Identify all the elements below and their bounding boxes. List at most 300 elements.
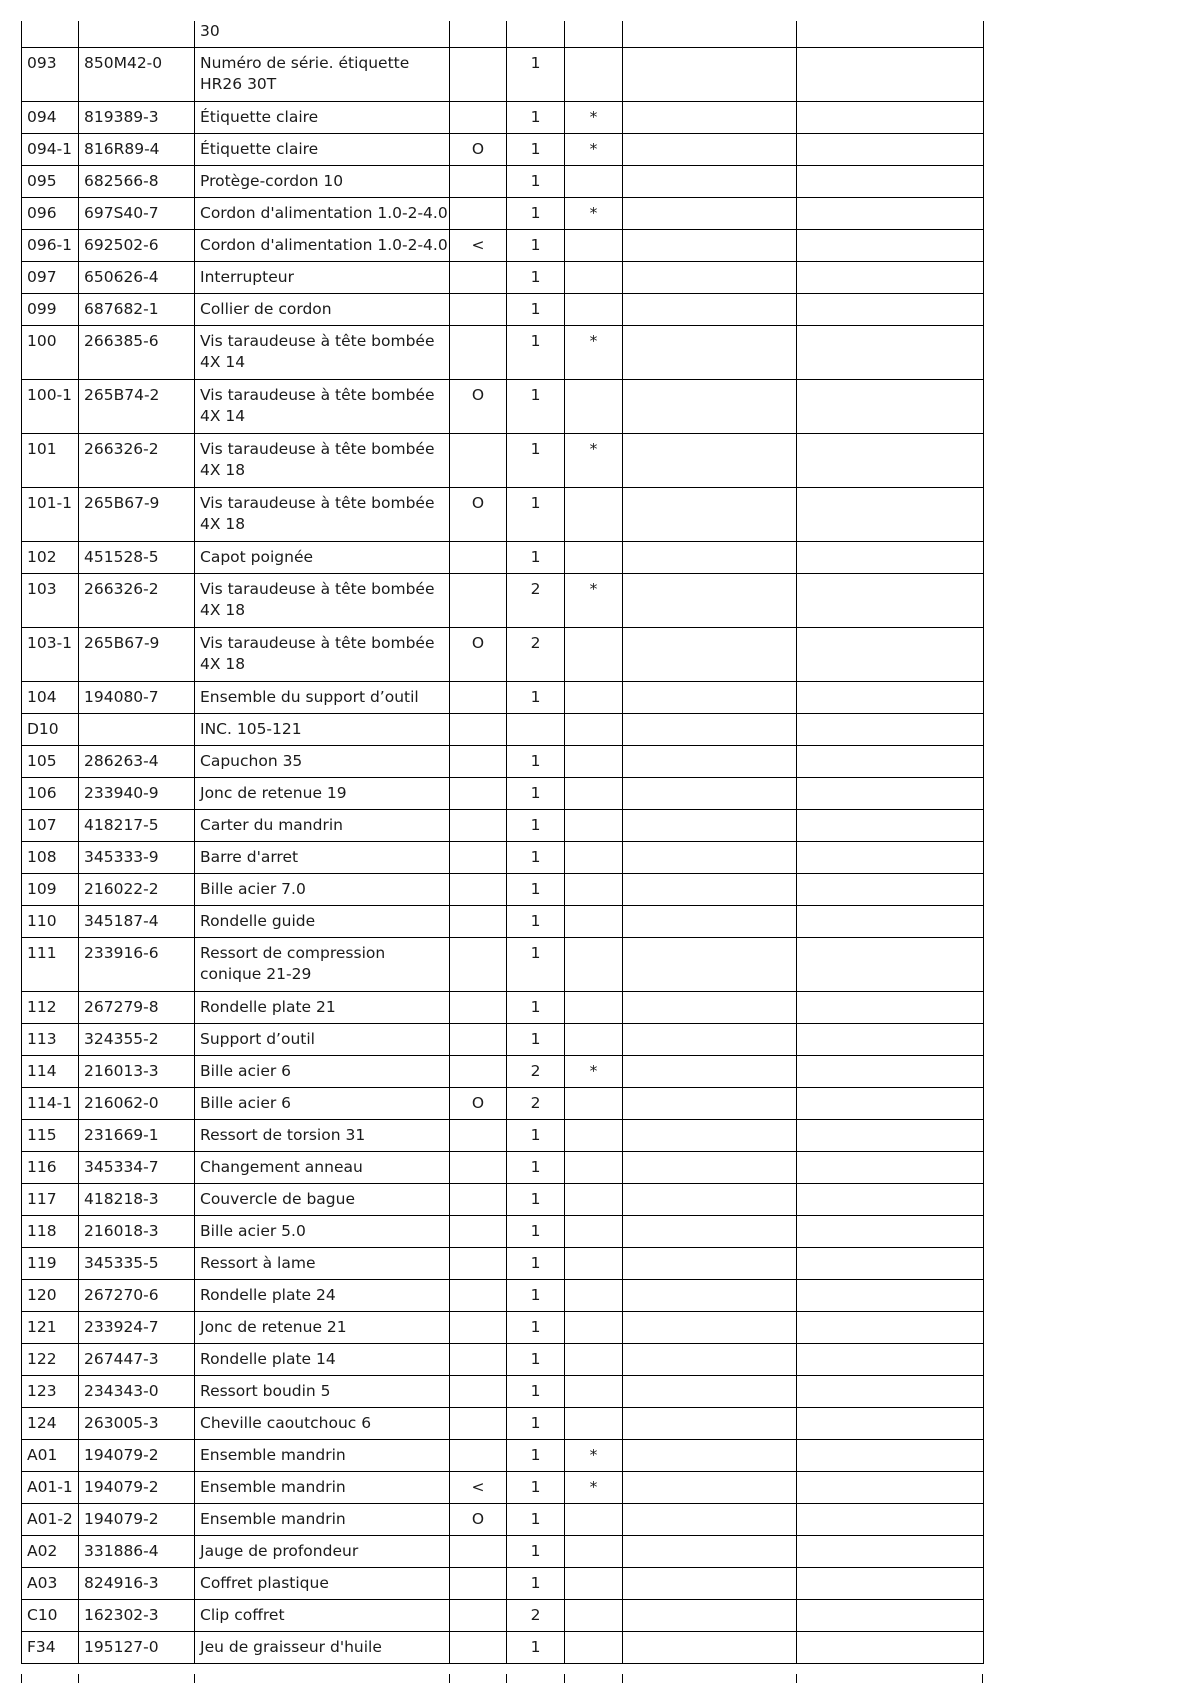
cell-extra-2 (797, 627, 984, 681)
cell-qty-text: 1 (530, 493, 541, 512)
cell-desc (195, 745, 450, 777)
cell-part-text: 324355-2 (84, 1029, 159, 1048)
cell-qty (507, 1343, 565, 1375)
cell-qty-text: 2 (530, 633, 541, 652)
cell-desc-text: Ensemble mandrin (200, 1477, 346, 1496)
cell-ref (22, 1279, 79, 1311)
cell-flag-text: * (589, 139, 598, 158)
cell-flag-text: * (589, 439, 598, 458)
cell-part (79, 325, 195, 379)
cell-qty-text: 1 (530, 547, 541, 566)
cell-extra-1 (623, 937, 797, 991)
cell-part-text: 266326-2 (84, 579, 159, 598)
cell-ref-text: 118 (27, 1221, 57, 1240)
cell-desc-text: Jeu de graisseur d'huile (200, 1637, 382, 1656)
cell-ref (22, 47, 79, 101)
table-row (22, 293, 984, 325)
cell-flag-text (565, 778, 622, 783)
cell-note (450, 713, 507, 745)
cell-desc (195, 841, 450, 873)
cell-qty-text: 1 (530, 299, 541, 318)
cell-desc-text: Étiquette claire (200, 139, 319, 158)
cell-qty-text: 1 (530, 1125, 541, 1144)
cell-note-text (450, 574, 506, 579)
cell-ref-text: 124 (27, 1413, 57, 1432)
cell-flag-text (565, 1216, 622, 1221)
cell-part-text: 418218-3 (84, 1189, 159, 1208)
cell-flag-text (565, 1504, 622, 1509)
cell-flag-text (565, 1408, 622, 1413)
cell-flag-text: * (589, 331, 598, 350)
cell-part-text: 345333-9 (84, 847, 159, 866)
table-row (22, 165, 984, 197)
cell-flag-text (565, 1120, 622, 1125)
cell-part (79, 841, 195, 873)
cell-qty (507, 101, 565, 133)
cell-extra-2 (797, 325, 984, 379)
cell-desc (195, 1023, 450, 1055)
cell-desc (195, 1279, 450, 1311)
cell-extra-1 (623, 1471, 797, 1503)
table-row (22, 681, 984, 713)
cell-ref (22, 21, 79, 47)
cell-flag (565, 1343, 623, 1375)
cell-part (79, 1247, 195, 1279)
cell-qty-text: 1 (530, 171, 541, 190)
table-row (22, 541, 984, 573)
cell-desc (195, 325, 450, 379)
cell-extra-2 (797, 261, 984, 293)
cell-note (450, 229, 507, 261)
cell-qty-text: 1 (530, 235, 541, 254)
cell-extra-2 (797, 841, 984, 873)
cell-ref (22, 991, 79, 1023)
cell-note (450, 1215, 507, 1247)
cell-flag (565, 937, 623, 991)
cell-ref-text: 097 (27, 267, 57, 286)
cell-note (450, 1055, 507, 1087)
cell-ref-text: F34 (27, 1637, 56, 1656)
cell-extra-1 (623, 1183, 797, 1215)
cell-qty (507, 991, 565, 1023)
cell-note (450, 261, 507, 293)
table-row (22, 1343, 984, 1375)
table-row (22, 809, 984, 841)
cell-qty-text: 1 (530, 783, 541, 802)
cell-desc (195, 1439, 450, 1471)
cell-part-text: 194079-2 (84, 1509, 159, 1528)
cell-note (450, 1183, 507, 1215)
cell-extra-1 (623, 293, 797, 325)
table-row (22, 1407, 984, 1439)
cell-qty (507, 681, 565, 713)
table-row (22, 745, 984, 777)
cell-flag (565, 713, 623, 745)
cell-ref-text: 111 (27, 943, 57, 962)
cell-note (450, 1407, 507, 1439)
cell-part-text: 231669-1 (84, 1125, 159, 1144)
cell-note (450, 1119, 507, 1151)
cell-qty-text: 1 (530, 107, 541, 126)
cell-note-text (450, 938, 506, 943)
cell-ref (22, 1119, 79, 1151)
cell-part-text: 331886-4 (84, 1541, 159, 1560)
cell-ref (22, 325, 79, 379)
cell-note (450, 165, 507, 197)
cell-qty-text: 1 (530, 1221, 541, 1240)
cell-part (79, 293, 195, 325)
cell-extra-2 (797, 681, 984, 713)
cell-flag-text (565, 810, 622, 815)
cell-part-text: 692502-6 (84, 235, 159, 254)
cell-ref-text: 099 (27, 299, 57, 318)
cell-extra-1 (623, 713, 797, 745)
cell-extra-1 (623, 1279, 797, 1311)
cell-flag (565, 1151, 623, 1183)
cell-qty-text: 1 (530, 139, 541, 158)
cell-desc (195, 1343, 450, 1375)
cell-part (79, 873, 195, 905)
cell-qty-text: 1 (530, 1573, 541, 1592)
cell-note (450, 991, 507, 1023)
table-row (22, 991, 984, 1023)
cell-extra-1 (623, 433, 797, 487)
cell-extra-1 (623, 1087, 797, 1119)
table-row (22, 627, 984, 681)
cell-note-text (450, 1376, 506, 1381)
cell-note (450, 1343, 507, 1375)
cell-desc-text: Protège-cordon 10 (200, 171, 344, 190)
cell-flag (565, 1311, 623, 1343)
cell-note (450, 1535, 507, 1567)
cell-qty (507, 1055, 565, 1087)
cell-extra-2 (797, 293, 984, 325)
table-row (22, 1631, 984, 1663)
cell-flag (565, 841, 623, 873)
cell-flag-text (565, 230, 622, 235)
cell-desc (195, 1407, 450, 1439)
cell-ref (22, 1439, 79, 1471)
cell-ref (22, 433, 79, 487)
cell-note-text: O (471, 1093, 485, 1112)
cell-part-text: 267279-8 (84, 997, 159, 1016)
cell-ref-text: 110 (27, 911, 57, 930)
cell-desc-text: Vis taraudeuse à tête bombée 4X 18 (200, 579, 435, 619)
cell-qty-text: 1 (530, 1349, 541, 1368)
cell-qty-text: 1 (530, 879, 541, 898)
cell-qty (507, 293, 565, 325)
cell-extra-2 (797, 165, 984, 197)
cell-part (79, 1407, 195, 1439)
cell-note (450, 1247, 507, 1279)
cell-desc-text: Rondelle plate 24 (200, 1285, 336, 1304)
cell-ref (22, 1535, 79, 1567)
cell-desc-text: Étiquette claire (200, 107, 319, 126)
cell-qty-text: 2 (530, 1605, 541, 1624)
cell-qty (507, 1471, 565, 1503)
table-row (22, 1567, 984, 1599)
cell-flag (565, 165, 623, 197)
cell-part-text: 216018-3 (84, 1221, 159, 1240)
cell-desc (195, 777, 450, 809)
cell-qty-text: 1 (530, 1381, 541, 1400)
cell-desc-text: Bille acier 6 (200, 1061, 292, 1080)
cell-qty-text: 1 (530, 1157, 541, 1176)
table-row (22, 487, 984, 541)
cell-ref-text: 100 (27, 331, 57, 350)
cell-note (450, 433, 507, 487)
cell-flag-text: * (589, 203, 598, 222)
cell-extra-1 (623, 1055, 797, 1087)
cell-flag-text (565, 48, 622, 53)
cell-part (79, 1151, 195, 1183)
cell-desc (195, 165, 450, 197)
cell-part-text: 819389-3 (84, 107, 159, 126)
cell-qty (507, 1407, 565, 1439)
cell-note (450, 1311, 507, 1343)
cell-ref-text: A02 (27, 1541, 58, 1560)
cell-flag-text (565, 166, 622, 171)
table-row (22, 1439, 984, 1471)
cell-extra-1 (623, 229, 797, 261)
table-row (22, 47, 984, 101)
cell-part-text: 345335-5 (84, 1253, 159, 1272)
cell-flag-text (565, 1312, 622, 1317)
cell-part (79, 433, 195, 487)
cell-flag (565, 47, 623, 101)
cell-qty-text: 1 (530, 203, 541, 222)
cell-note-text (450, 1344, 506, 1349)
cell-ref (22, 905, 79, 937)
cell-ref (22, 1503, 79, 1535)
table-row (22, 1375, 984, 1407)
column-line-stub (194, 1674, 195, 1683)
cell-ref-text: 106 (27, 783, 57, 802)
cell-desc-text: Ressort boudin 5 (200, 1381, 331, 1400)
table-row (22, 1151, 984, 1183)
cell-flag (565, 541, 623, 573)
cell-desc (195, 541, 450, 573)
cell-qty (507, 21, 565, 47)
cell-ref-text: 102 (27, 547, 57, 566)
cell-flag (565, 293, 623, 325)
cell-desc (195, 1375, 450, 1407)
cell-note-text (450, 1184, 506, 1189)
cell-desc (195, 293, 450, 325)
cell-qty-text: 1 (530, 1509, 541, 1528)
cell-note (450, 745, 507, 777)
cell-qty-text: 1 (530, 439, 541, 458)
cell-desc (195, 1567, 450, 1599)
cell-ref (22, 1471, 79, 1503)
cell-note (450, 1439, 507, 1471)
cell-qty (507, 197, 565, 229)
cell-ref (22, 261, 79, 293)
cell-extra-2 (797, 777, 984, 809)
table-row (22, 1215, 984, 1247)
cell-flag-text (565, 992, 622, 997)
cell-extra-1 (623, 991, 797, 1023)
cell-qty (507, 1247, 565, 1279)
cell-extra-2 (797, 1535, 984, 1567)
cell-flag-text (565, 1568, 622, 1573)
cell-qty-text: 1 (530, 1285, 541, 1304)
cell-extra-2 (797, 1247, 984, 1279)
cell-extra-2 (797, 1471, 984, 1503)
column-line-stub (21, 1674, 22, 1683)
cell-desc (195, 1471, 450, 1503)
cell-flag (565, 905, 623, 937)
cell-flag (565, 1471, 623, 1503)
cell-ref-text: 103-1 (27, 633, 73, 652)
cell-desc (195, 1311, 450, 1343)
cell-part-text: 418217-5 (84, 815, 159, 834)
cell-desc (195, 1535, 450, 1567)
cell-qty (507, 905, 565, 937)
cell-extra-2 (797, 21, 984, 47)
cell-extra-1 (623, 1247, 797, 1279)
cell-part (79, 681, 195, 713)
cell-note (450, 293, 507, 325)
cell-note (450, 873, 507, 905)
cell-extra-1 (623, 21, 797, 47)
cell-extra-1 (623, 1407, 797, 1439)
cell-desc (195, 1119, 450, 1151)
cell-ref (22, 1343, 79, 1375)
cell-flag (565, 1503, 623, 1535)
cell-qty-text: 1 (530, 1029, 541, 1048)
cell-part-text: 451528-5 (84, 547, 159, 566)
cell-flag-text (565, 1344, 622, 1349)
cell-extra-2 (797, 905, 984, 937)
table-row (22, 777, 984, 809)
cell-note (450, 937, 507, 991)
cell-qty (507, 1567, 565, 1599)
cell-flag-text (565, 262, 622, 267)
cell-extra-1 (623, 1439, 797, 1471)
cell-note-text (450, 714, 506, 719)
cell-desc-text: Vis taraudeuse à tête bombée 4X 14 (200, 331, 435, 371)
cell-qty (507, 1279, 565, 1311)
cell-desc-text: Couvercle de bague (200, 1189, 355, 1208)
cell-part-text: 345334-7 (84, 1157, 159, 1176)
cell-note-text (450, 198, 506, 203)
cell-desc (195, 1503, 450, 1535)
cell-part (79, 487, 195, 541)
cell-flag (565, 1567, 623, 1599)
cell-note-text (450, 48, 506, 53)
cell-qty-text (507, 714, 564, 719)
cell-flag (565, 627, 623, 681)
cell-desc (195, 1055, 450, 1087)
cell-desc (195, 1151, 450, 1183)
cell-desc-text: Cordon d'alimentation 1.0-2-4.0 (200, 235, 448, 254)
cell-note-text (450, 746, 506, 751)
cell-qty (507, 541, 565, 573)
cell-desc (195, 1183, 450, 1215)
cell-qty (507, 1375, 565, 1407)
cell-desc-text: Support d’outil (200, 1029, 315, 1048)
cell-ref (22, 1215, 79, 1247)
cell-ref-text: 094 (27, 107, 57, 126)
cell-extra-2 (797, 1567, 984, 1599)
cell-desc-text: Interrupteur (200, 267, 294, 286)
cell-part (79, 573, 195, 627)
column-line-stub (564, 1674, 565, 1683)
cell-desc (195, 991, 450, 1023)
cell-note-text (450, 262, 506, 267)
cell-flag-text (565, 714, 622, 719)
cell-qty-text: 1 (530, 1189, 541, 1208)
table-row-continued (22, 21, 984, 47)
cell-ref-text: 107 (27, 815, 57, 834)
cell-desc-text: Cheville caoutchouc 6 (200, 1413, 372, 1432)
cell-qty (507, 841, 565, 873)
cell-qty-text: 2 (530, 1093, 541, 1112)
cell-flag (565, 197, 623, 229)
cell-part-text: 286263-4 (84, 751, 159, 770)
cell-ref (22, 573, 79, 627)
cell-part (79, 1023, 195, 1055)
cell-desc (195, 1087, 450, 1119)
cell-desc-text: Vis taraudeuse à tête bombée 4X 18 (200, 633, 435, 673)
cell-note (450, 627, 507, 681)
table-row (22, 573, 984, 627)
cell-extra-2 (797, 197, 984, 229)
cell-extra-1 (623, 809, 797, 841)
cell-ref-text: 115 (27, 1125, 57, 1144)
cell-desc (195, 101, 450, 133)
cell-ref (22, 1311, 79, 1343)
cell-note-text (450, 434, 506, 439)
column-line-stub (982, 1674, 983, 1683)
table-row (22, 325, 984, 379)
cell-part-text: 265B67-9 (84, 493, 160, 512)
cell-note (450, 1023, 507, 1055)
cell-part (79, 1087, 195, 1119)
cell-ref (22, 873, 79, 905)
cell-extra-2 (797, 433, 984, 487)
cell-note-text (450, 1152, 506, 1157)
cell-qty-text: 1 (530, 1541, 541, 1560)
cell-flag-text: * (589, 1061, 598, 1080)
cell-flag-text: * (589, 579, 598, 598)
cell-qty (507, 133, 565, 165)
cell-part-text: 267270-6 (84, 1285, 159, 1304)
cell-extra-1 (623, 1343, 797, 1375)
cell-note (450, 541, 507, 573)
cell-flag (565, 101, 623, 133)
cell-part (79, 1471, 195, 1503)
cell-part-text: 816R89-4 (84, 139, 160, 158)
cell-flag-text (565, 1280, 622, 1285)
cell-desc (195, 1631, 450, 1663)
cell-qty (507, 1535, 565, 1567)
cell-desc (195, 229, 450, 261)
cell-flag (565, 1279, 623, 1311)
table-row (22, 841, 984, 873)
cell-ref (22, 1055, 79, 1087)
cell-flag (565, 745, 623, 777)
cell-desc-text: Ensemble mandrin (200, 1509, 346, 1528)
cell-desc-text: Vis taraudeuse à tête bombée 4X 18 (200, 439, 435, 479)
cell-qty (507, 745, 565, 777)
cell-flag (565, 991, 623, 1023)
cell-part-text: 682566-8 (84, 171, 159, 190)
table-row (22, 1279, 984, 1311)
cell-flag-text (565, 938, 622, 943)
cell-ref (22, 197, 79, 229)
